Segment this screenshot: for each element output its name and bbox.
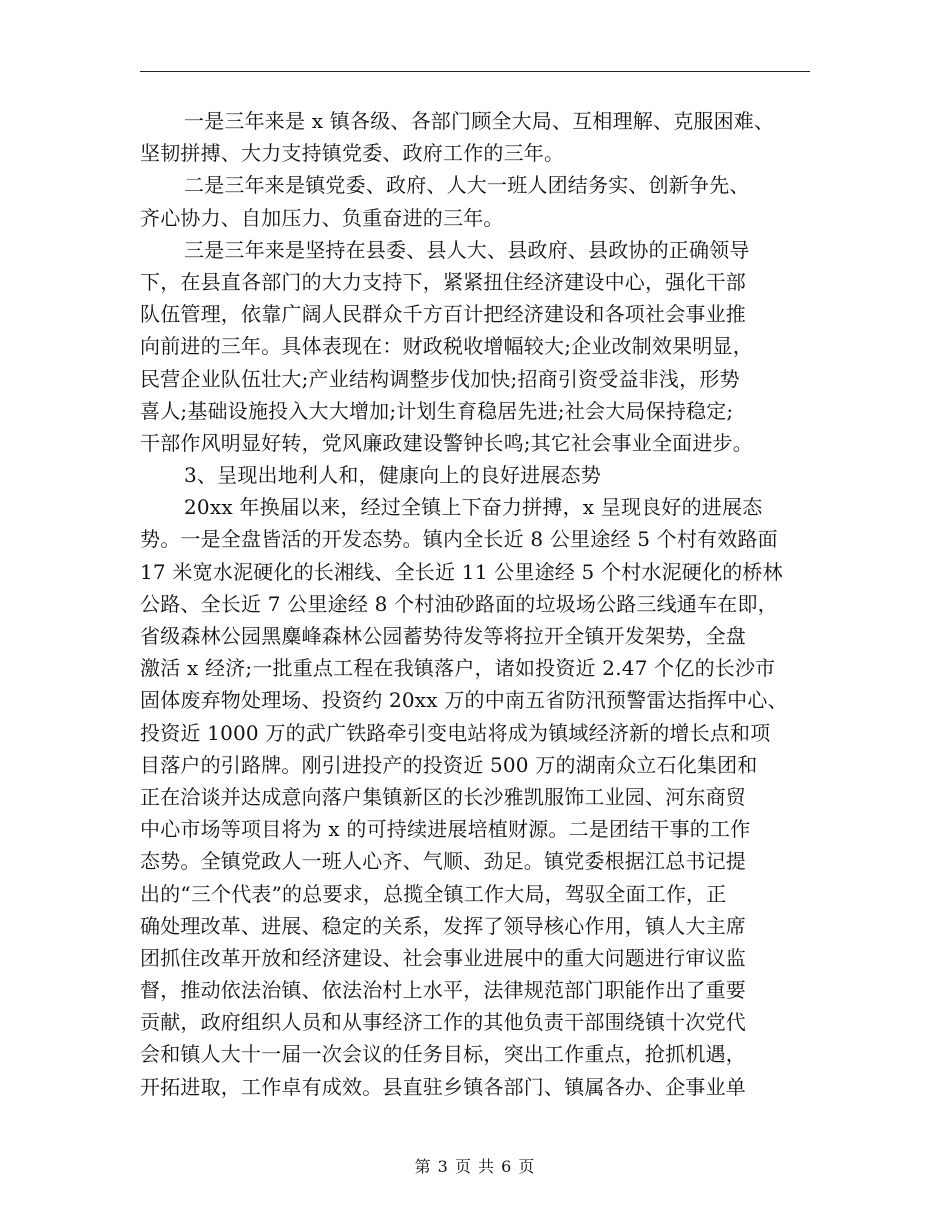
text-line: 队伍管理，依靠广阔人民群众千方百计把经济建设和各项社会事业推 [140,302,746,327]
text-line: 坚韧拼搏、大力支持镇党委、政府工作的三年。 [140,141,565,166]
text-line: 投资近 1000 万的武广铁路牵引变电站将成为镇域经济新的增长点和项 [140,720,771,745]
text-line: 会和镇人大十一届一次会议的任务目标，突出工作重点，抢抓机遇， [140,1042,746,1067]
text-line: 势。一是全盘皆活的开发态势。镇内全长近 8 公里途经 5 个村有效路面 [140,527,778,552]
text-line: 17 米宽水泥硬化的长湘线、全长近 11 公里途经 5 个村水泥硬化的桥林 [140,559,783,584]
text-line: 出的“三个代表”的总要求，总揽全镇工作大局，驾驭全面工作，正 [140,881,727,906]
text-line: 喜人;基础设施投入大大增加;计划生育稳居先进;社会大局保持稳定; [140,398,734,423]
text-line: 下，在县直各部门的大力支持下，紧紧扭住经济建设中心，强化干部 [140,269,746,294]
text-line: 民营企业队伍壮大;产业结构调整步伐加快;招商引资受益非浅，形势 [140,366,740,391]
text-line: 激活 x 经济;一批重点工程在我镇落户，诸如投资近 2.47 个亿的长沙市 [140,656,776,681]
text-line: 3、呈现出地利人和，健康向上的良好进展态势 [184,463,601,488]
text-line: 督，推动依法治镇、依法治村上水平，法律规范部门职能作出了重要 [140,978,746,1003]
text-line: 20xx 年换届以来，经过全镇上下奋力拼搏，x 呈现良好的进展态 [184,495,763,520]
text-line: 固体废弃物处理场、投资约 20xx 万的中南五省防汛预警雷达指挥中心、 [140,688,788,713]
text-line: 态势。全镇党政人一班人心齐、气顺、劲足。镇党委根据江总书记提 [140,849,746,874]
document-body [140,105,810,1103]
text-line: 干部作风明显好转，党风廉政建设警钟长鸣;其它社会事业全面进步。 [140,430,753,455]
text-line: 目落户的引路牌。刚引进投产的投资近 500 万的湖南众立石化集团和 [140,752,758,777]
text-line: 公路、全长近 7 公里途经 8 个村油砂路面的垃圾场公路三线通车在即， [140,591,778,616]
text-line: 中心市场等项目将为 x 的可持续进展培植财源。二是团结干事的工作 [140,817,751,842]
text-line: 三是三年来是坚持在县委、县人大、县政府、县政协的正确领导 [184,237,750,262]
text-line: 齐心协力、自加压力、负重奋进的三年。 [140,205,504,230]
header-rule [140,71,810,72]
text-line: 省级森林公园黑麋峰森林公园蓄势待发等将拉开全镇开发架势，全盘 [140,624,746,648]
text-line: 贡献，政府组织人员和从事经济工作的其他负责干部围绕镇十次党代 [140,1010,746,1035]
text-line: 正在洽谈并达成意向落户集镇新区的长沙雅凯服饰工业园、河东商贸 [140,784,746,809]
text-line: 向前进的三年。具体表现在：财政税收增幅较大;企业改制效果明显， [140,334,753,359]
page-footer: 第 3 页 共 6 页 [414,1157,536,1176]
text-line: 确处理改革、进展、稳定的关系，发挥了领导核心作用，镇人大主席 [140,913,746,938]
text-line: 团抓住改革开放和经济建设、社会事业进展中的重大问题进行审议监 [140,945,746,970]
text-line: 一是三年来是 x 镇各级、各部门顾全大局、互相理解、克服困难、 [184,109,775,133]
text-line: 开拓进取，工作卓有成效。县直驻乡镇各部门、镇属各办、企事业单 [140,1074,746,1099]
text-line: 二是三年来是镇党委、政府、人大一班人团结务实、创新争先、 [184,173,750,198]
